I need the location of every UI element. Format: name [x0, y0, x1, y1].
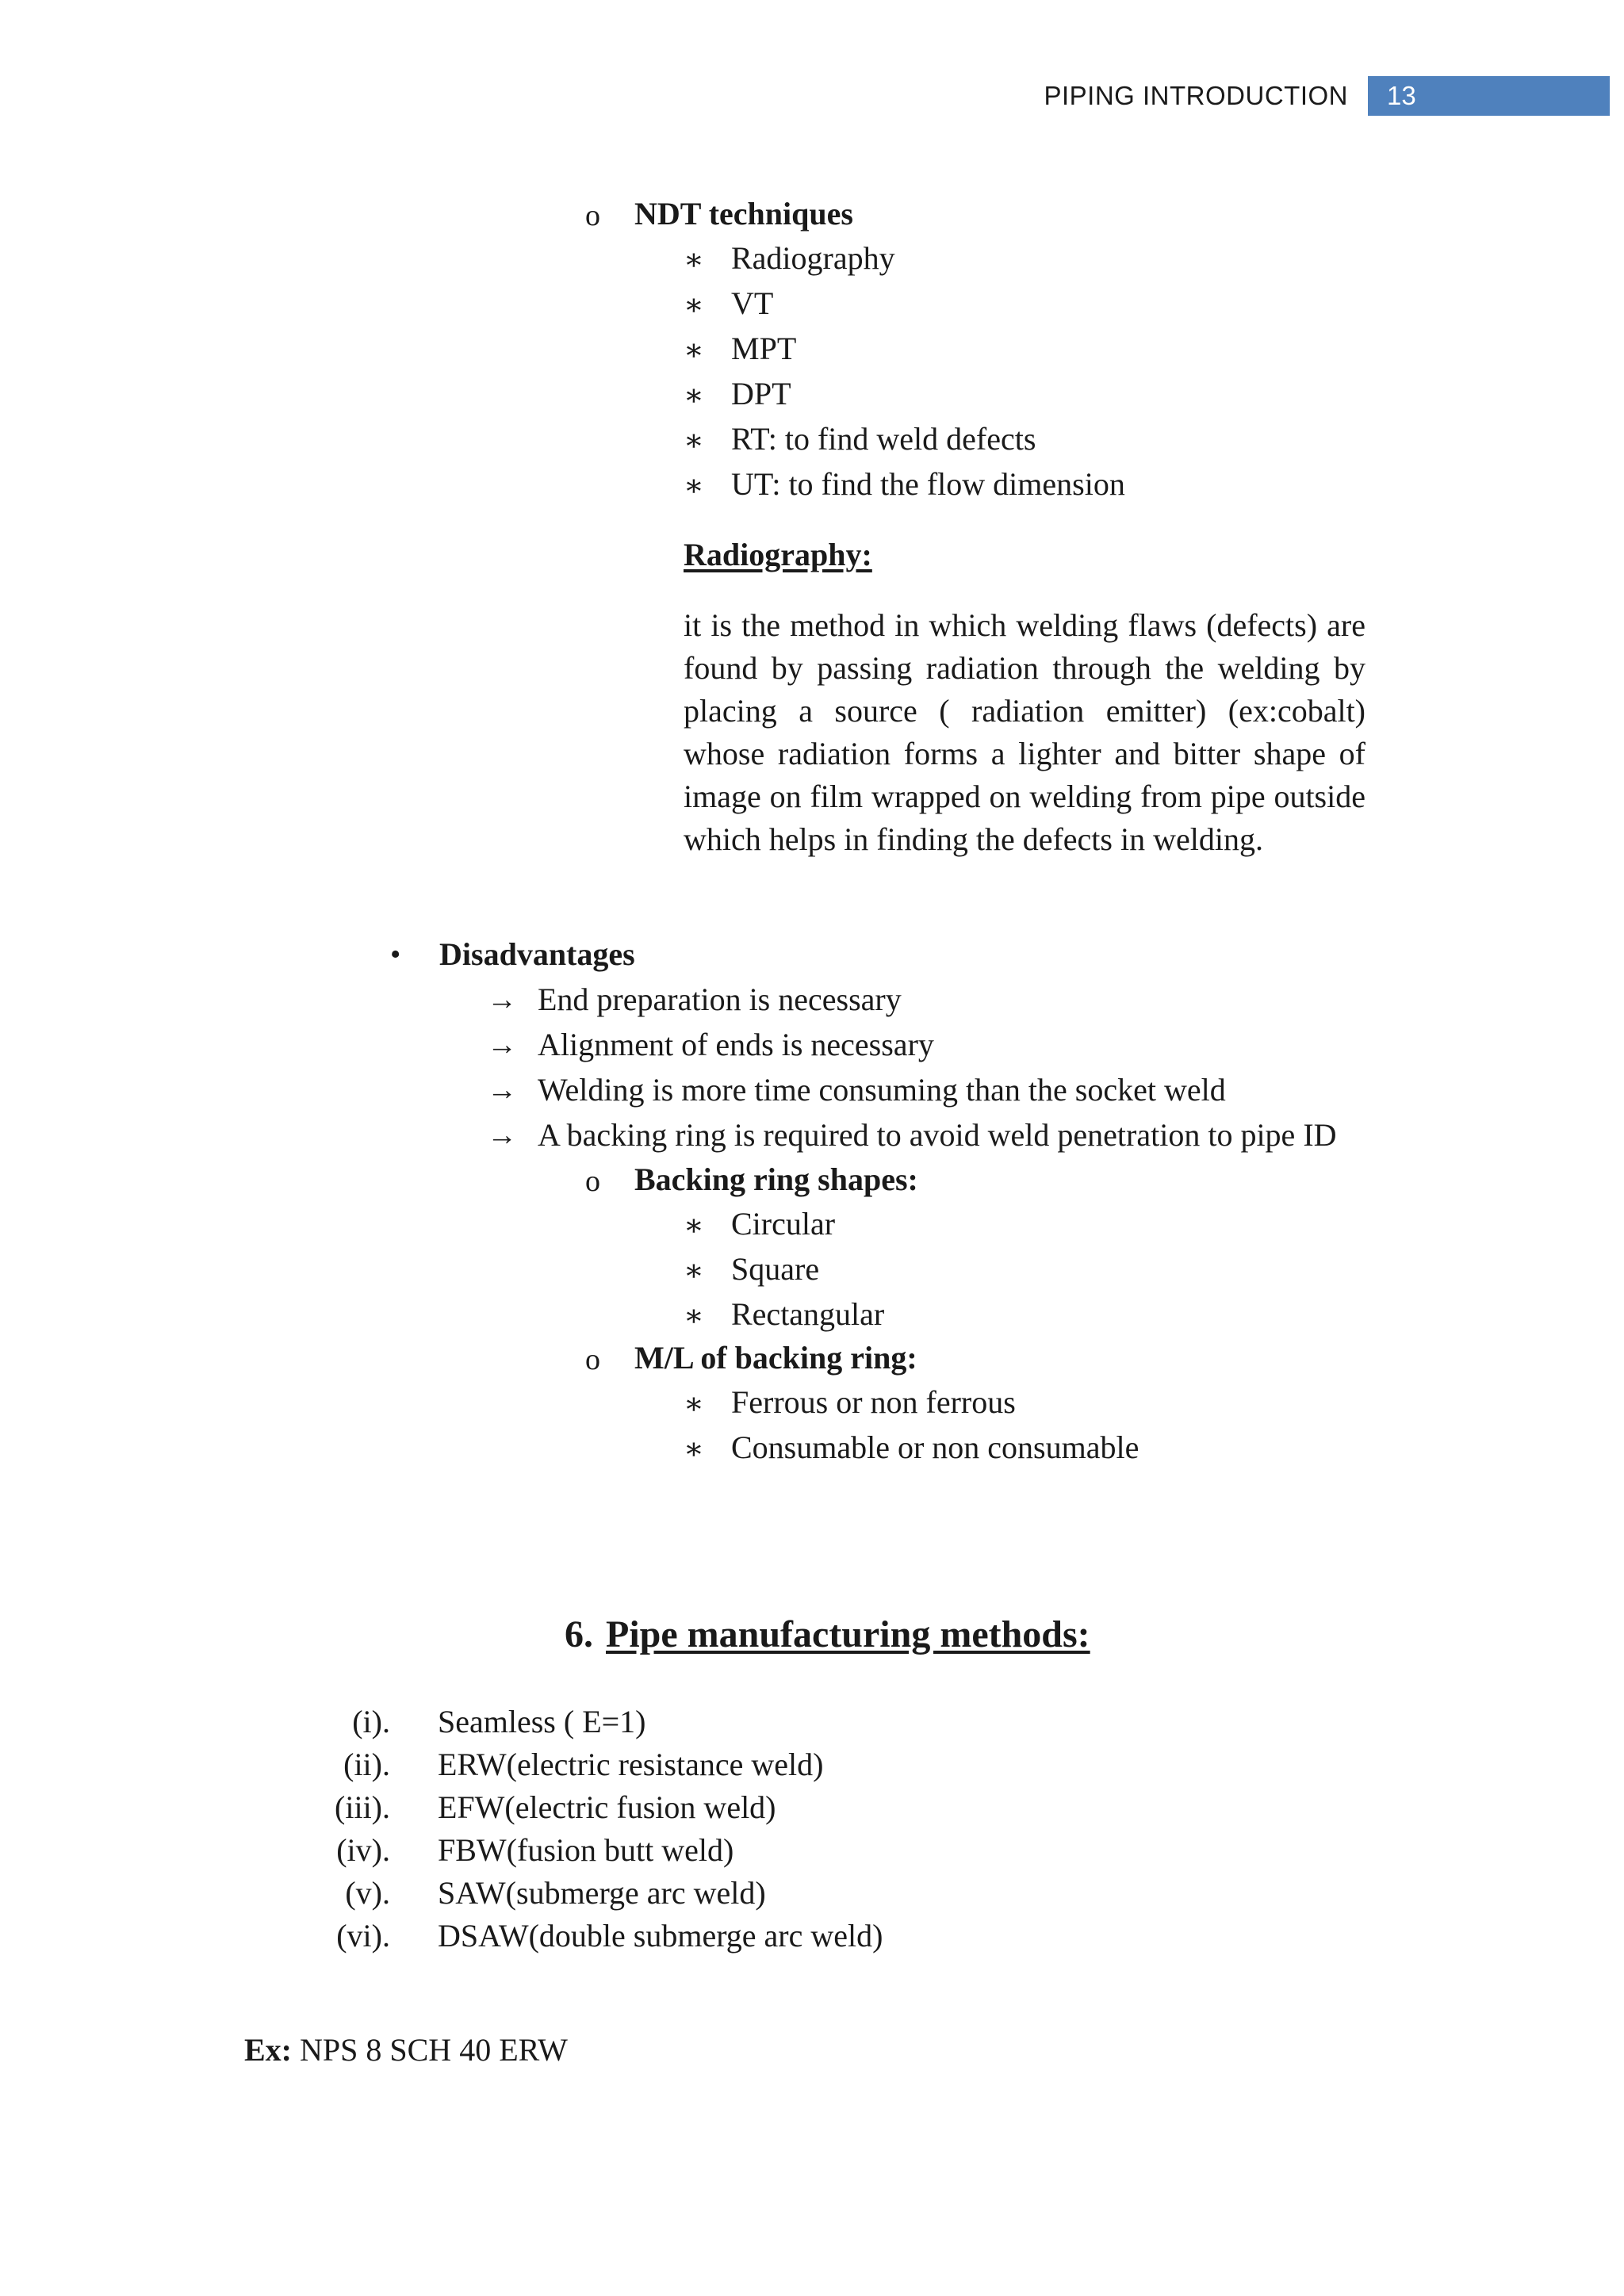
backing-material-item: Ferrous or non ferrous — [731, 1384, 1016, 1420]
disadvantage-item: A backing ring is required to avoid weld penetration to pipe ID — [538, 1117, 1337, 1153]
arrow-right-icon: → — [487, 983, 517, 1016]
radiography-paragraph: it is the method in which welding flaws (defects) are found by passing radiation through the welding by placing a source ( radiation emitter) (ex:cobalt) whose radiation forms a lighter and bitter shape of image on film wrapped on welding from pipe outside which helps in finding the defects in welding. — [684, 607, 1365, 857]
radiography-heading: Radiography: — [684, 537, 872, 572]
disadvantages-title: Disadvantages — [439, 936, 635, 972]
ndt-item: Radiography — [731, 240, 895, 276]
page-number: 13 — [1368, 76, 1610, 116]
method-item: EFW(electric fusion weld) — [438, 1789, 776, 1825]
backing-shape-item: Rectangular — [731, 1296, 885, 1332]
arrow-right-icon: → — [487, 1073, 517, 1107]
asterisk-bullet-icon: ∗ — [684, 334, 704, 367]
list-number: (iv). — [336, 1832, 390, 1868]
example-text: NPS 8 SCH 40 ERW — [292, 2032, 568, 2068]
example-line — [244, 2031, 568, 2069]
method-item: DSAW(double submerge arc weld) — [438, 1918, 883, 1954]
ndt-item: UT: to find the flow dimension — [731, 466, 1125, 502]
section-number: 6. — [565, 1613, 593, 1655]
section-heading — [565, 1611, 1090, 1659]
asterisk-bullet-icon: ∗ — [684, 243, 704, 277]
backing-shapes-title: Backing ring shapes: — [634, 1161, 918, 1197]
backing-material-title: M/L of backing ring: — [634, 1340, 917, 1376]
arrow-right-icon: → — [487, 1028, 517, 1062]
asterisk-bullet-icon: ∗ — [684, 289, 704, 322]
method-item: FBW(fusion butt weld) — [438, 1832, 734, 1868]
example-label: Ex: — [244, 2032, 292, 2068]
disadvantage-item: Welding is more time consuming than the socket weld — [538, 1072, 1226, 1108]
disadvantage-item: Alignment of ends is necessary — [538, 1027, 934, 1062]
list-number: (vi). — [336, 1918, 390, 1954]
header-title: PIPING INTRODUCTION — [1044, 81, 1348, 110]
asterisk-bullet-icon: ∗ — [684, 379, 704, 412]
arrow-right-icon: → — [487, 1119, 517, 1152]
backing-shape-item: Square — [731, 1251, 820, 1287]
circle-bullet-icon: o — [585, 1343, 600, 1376]
asterisk-bullet-icon: ∗ — [684, 1209, 704, 1242]
list-number: (iii). — [335, 1789, 390, 1825]
list-number: (i). — [352, 1704, 390, 1739]
method-item: SAW(submerge arc weld) — [438, 1875, 766, 1911]
method-item: ERW(electric resistance weld) — [438, 1747, 824, 1782]
ndt-item: DPT — [731, 376, 791, 411]
circle-bullet-icon: o — [585, 199, 600, 232]
list-number: (ii). — [343, 1747, 390, 1782]
asterisk-bullet-icon: ∗ — [684, 1433, 704, 1466]
asterisk-bullet-icon: ∗ — [684, 1299, 704, 1333]
ndt-title: NDT techniques — [634, 196, 853, 232]
asterisk-bullet-icon: ∗ — [684, 469, 704, 503]
ndt-item: MPT — [731, 331, 797, 366]
asterisk-bullet-icon: ∗ — [684, 1387, 704, 1421]
ndt-item: RT: to find weld defects — [731, 421, 1036, 457]
asterisk-bullet-icon: ∗ — [684, 424, 704, 457]
backing-shape-item: Circular — [731, 1206, 836, 1242]
circle-bullet-icon: o — [585, 1165, 600, 1198]
list-number: (v). — [345, 1875, 390, 1911]
bullet-icon: • — [390, 938, 401, 971]
method-item: Seamless ( E=1) — [438, 1704, 646, 1739]
ndt-item: VT — [731, 285, 774, 321]
asterisk-bullet-icon: ∗ — [684, 1254, 704, 1288]
backing-material-item: Consumable or non consumable — [731, 1429, 1139, 1465]
disadvantage-item: End preparation is necessary — [538, 982, 902, 1017]
section-title: Pipe manufacturing methods: — [606, 1613, 1090, 1655]
